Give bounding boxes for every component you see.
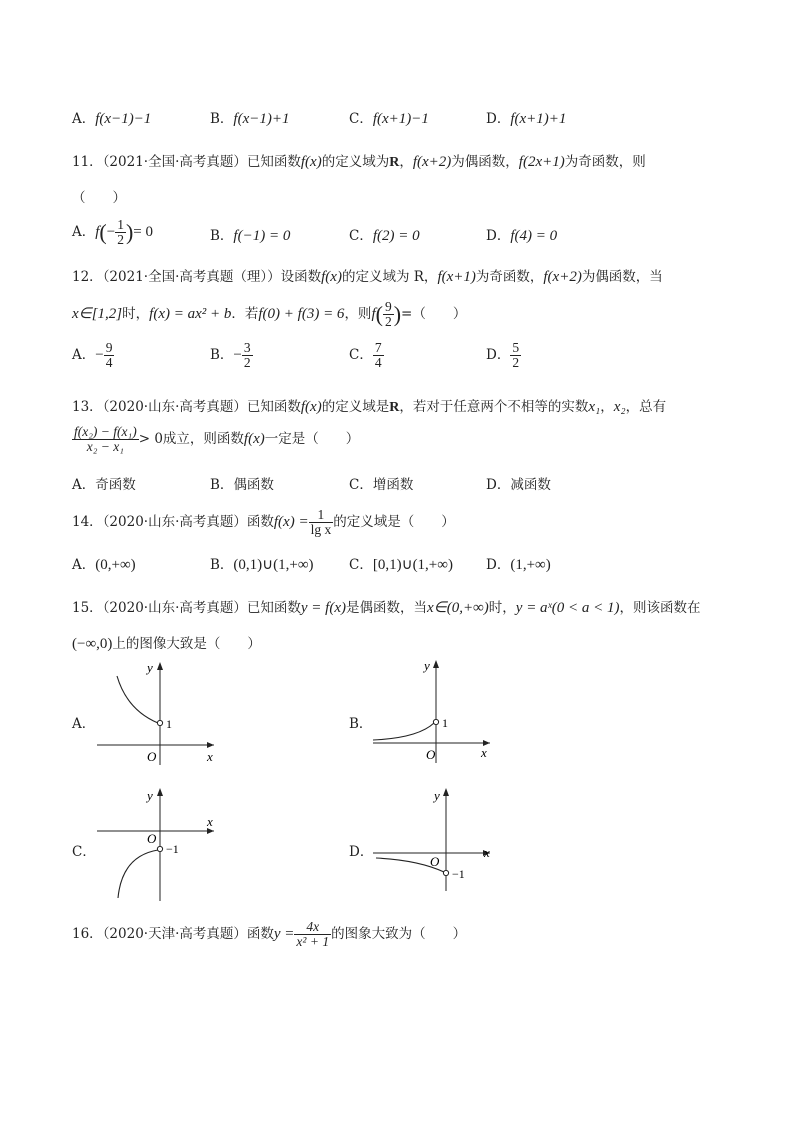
q15-graph-b[interactable] xyxy=(368,658,498,768)
q15-graph-d[interactable] xyxy=(368,786,498,896)
origin-label: O xyxy=(147,831,157,846)
x-axis-label: x xyxy=(207,749,213,764)
stem-text: 的定义域为 R， xyxy=(341,269,438,285)
stem-math: f(x) xyxy=(300,154,322,170)
stem-text: 函数 xyxy=(246,926,274,943)
fraction-numerator: 9 xyxy=(384,299,392,314)
fraction xyxy=(72,425,139,454)
question-source: （2020·天津·高考真题） xyxy=(102,926,247,943)
stem-math: x∈[1,2] xyxy=(72,306,123,323)
paren-close: ) xyxy=(125,219,134,245)
origin-label: O xyxy=(430,854,440,869)
paren-close: ) xyxy=(393,301,402,327)
stem-math: f xyxy=(371,306,376,323)
q12-option-d[interactable] xyxy=(486,341,521,370)
option-label: C． xyxy=(349,557,373,573)
stem-math: y = aˣ(0 < a < 1) xyxy=(515,600,620,616)
q14-option-c[interactable] xyxy=(349,553,453,574)
stem-math: R xyxy=(389,400,400,415)
q12-stem-line2 xyxy=(72,300,466,329)
question-number: 11． xyxy=(72,154,103,170)
y-axis-label: y xyxy=(424,658,430,673)
option-label: C． xyxy=(349,347,373,364)
option-label: A． xyxy=(72,111,96,127)
fraction xyxy=(242,341,253,370)
q12-option-c[interactable] xyxy=(349,341,384,370)
q11-option-b[interactable] xyxy=(210,224,290,245)
open-point xyxy=(433,719,438,724)
option-label: B． xyxy=(210,228,234,244)
option-expr: (1,+∞) xyxy=(510,557,551,573)
q11-stem xyxy=(72,150,646,171)
option-label: B． xyxy=(210,557,234,573)
stem-text: ， xyxy=(399,154,413,170)
stem-text: =（ ） xyxy=(401,306,467,323)
stem-text: ，则 xyxy=(344,306,372,323)
stem-text: ， xyxy=(600,399,614,415)
stem-text: 设函数 xyxy=(280,269,322,285)
fraction-numerator: 7 xyxy=(374,340,382,355)
option-label: D． xyxy=(486,228,511,244)
q13-option-a[interactable] xyxy=(72,473,136,493)
option-expr: f(2) = 0 xyxy=(372,228,420,244)
stem-text: 的定义域是（ ） xyxy=(333,514,455,531)
fraction xyxy=(104,341,115,370)
option-label: A． xyxy=(72,557,96,573)
fraction-denominator: 4 xyxy=(105,355,113,371)
stem-math: f(x) xyxy=(321,269,342,285)
option-math: = 0 xyxy=(133,224,154,241)
origin-label: O xyxy=(426,747,436,762)
option-label: D． xyxy=(486,557,511,573)
stem-text: 时， xyxy=(122,306,150,323)
fraction-denominator: 4 xyxy=(374,355,382,371)
question-number: 16． xyxy=(72,926,103,943)
stem-text: 时， xyxy=(488,600,516,616)
question-number: 13． xyxy=(72,399,103,415)
q15-graph-c[interactable] xyxy=(92,786,222,906)
fraction-numerator: 1 xyxy=(117,217,124,232)
fraction-denominator: lg x xyxy=(310,522,332,538)
q13-stem-line2 xyxy=(72,425,359,454)
option-label: D． xyxy=(486,477,511,493)
y-axis-label: y xyxy=(147,660,153,675)
option-label: A． xyxy=(72,477,96,493)
fraction-denominator: 2 xyxy=(384,314,392,330)
option-label: B． xyxy=(210,477,234,493)
fraction-numerator: 5 xyxy=(512,340,520,355)
paren-open: ( xyxy=(375,301,383,327)
option-sign: − xyxy=(233,347,242,364)
question-number: 15． xyxy=(72,600,103,616)
open-point xyxy=(157,846,162,851)
y-axis-label: y xyxy=(434,788,440,803)
fraction xyxy=(383,300,394,329)
option-expr: 偶函数 xyxy=(233,477,274,493)
stem-text: ，总有 xyxy=(625,399,667,415)
fraction xyxy=(373,341,384,370)
option-label: B． xyxy=(210,111,234,127)
fraction-denominator: x₂ − x₁ xyxy=(86,439,124,455)
option-label: C． xyxy=(349,477,373,493)
stem-text: ，若对于任意两个不相等的实数 xyxy=(399,399,589,415)
question-source: （2021·全国·高考真题（理）） xyxy=(102,269,281,285)
point-label: 1 xyxy=(442,716,448,730)
function-curve xyxy=(118,850,158,898)
stem-text: 已知函数 xyxy=(246,399,301,415)
x-axis-arrow xyxy=(207,742,214,748)
option-label: C． xyxy=(349,228,373,244)
fraction-numerator: 3 xyxy=(243,340,251,355)
q10-option-c[interactable] xyxy=(349,107,429,128)
stem-text: ，则该函数在 xyxy=(619,600,701,616)
option-sign: − xyxy=(95,347,104,364)
option-label: D． xyxy=(486,347,511,364)
stem-math: y = xyxy=(273,926,295,943)
function-curve xyxy=(117,676,158,723)
point-label: −1 xyxy=(452,867,465,881)
q11-option-a[interactable] xyxy=(72,218,153,247)
q13-stem xyxy=(72,395,666,416)
q15-graph-b-label[interactable]: B． xyxy=(349,716,373,732)
q15-graph-a[interactable] xyxy=(92,660,222,770)
q10-option-a[interactable] xyxy=(72,107,151,128)
q15-stem xyxy=(72,596,701,617)
option-expr: (0,1)∪(1,+∞) xyxy=(233,557,314,573)
stem-text: 为偶函数，当 xyxy=(581,269,663,285)
option-expr: 减函数 xyxy=(510,477,551,493)
question-number: 14． xyxy=(72,514,103,531)
option-expr: f(4) = 0 xyxy=(510,228,558,244)
stem-text: 是偶函数，当 xyxy=(346,600,427,616)
question-source: （2020·山东·高考真题） xyxy=(102,399,247,415)
origin-label: O xyxy=(147,749,157,764)
x-axis-label: x xyxy=(484,845,490,860)
fraction-numerator: 9 xyxy=(105,340,113,355)
x-axis-label: x xyxy=(207,814,213,829)
option-expr: [0,1)∪(1,+∞) xyxy=(372,557,453,573)
q16-stem xyxy=(72,920,466,949)
fraction-denominator: x² + 1 xyxy=(296,934,330,950)
q13-option-b[interactable] xyxy=(210,473,274,493)
q12-option-b[interactable] xyxy=(210,341,253,370)
stem-math: f(x+2) xyxy=(543,269,582,285)
option-label: A． xyxy=(72,347,96,364)
stem-math: (−∞,0) xyxy=(72,636,113,652)
stem-text: 函数 xyxy=(246,514,274,531)
option-expr: f(x−1)−1 xyxy=(95,111,152,127)
point-label: 1 xyxy=(166,717,172,731)
stem-text: ．若 xyxy=(231,306,259,323)
q14-stem xyxy=(72,508,455,537)
fraction xyxy=(294,920,331,949)
q10-option-b[interactable] xyxy=(210,107,289,128)
y-axis-arrow xyxy=(157,788,163,796)
function-curve xyxy=(373,723,434,740)
minus-sign: − xyxy=(106,224,116,241)
stem-text: > 0成立，则函数 xyxy=(138,431,244,448)
fraction-denominator: 2 xyxy=(243,355,251,371)
q14-option-b[interactable] xyxy=(210,553,314,574)
fraction xyxy=(510,341,521,370)
q12-stem xyxy=(72,265,663,286)
question-number: 12． xyxy=(72,269,103,285)
stem-text: 为偶函数， xyxy=(451,154,519,170)
open-point xyxy=(443,870,448,875)
stem-math: f(x+2) xyxy=(412,154,452,170)
q11-option-c[interactable] xyxy=(349,224,420,245)
stem-math: f(x) = xyxy=(273,514,309,531)
x-axis-label: x xyxy=(481,745,487,760)
stem-text: 的定义域是 xyxy=(321,399,390,415)
stem-text: 一定是（ ） xyxy=(264,431,360,448)
stem-math: f(x) xyxy=(243,431,265,448)
stem-text: 的定义域为 xyxy=(321,154,390,170)
q15-graph-c-label[interactable]: C． xyxy=(72,844,96,860)
paren-open: ( xyxy=(99,219,107,245)
q13-option-d[interactable] xyxy=(486,473,551,493)
q15-stem-line2 xyxy=(72,632,261,653)
option-expr: f(x+1)−1 xyxy=(372,111,429,127)
stem-math: f(0) + f(3) = 6 xyxy=(258,306,345,323)
stem-text: 的图象大致为（ ） xyxy=(331,926,467,943)
stem-math: x₂ xyxy=(613,399,626,415)
q15-graph-d-label[interactable]: D． xyxy=(349,844,374,860)
stem-math: R xyxy=(389,155,400,170)
option-expr: 增函数 xyxy=(372,477,414,493)
stem-math: f(x) xyxy=(300,399,322,415)
stem-math: y = f(x) xyxy=(300,600,346,616)
stem-text: 已知函数 xyxy=(246,600,301,616)
stem-math: f(x) = ax² + b xyxy=(149,306,232,323)
stem-text: 上的图像大致是（ ） xyxy=(112,636,261,652)
fraction-numerator: f(x₂) − f(x₁) xyxy=(74,424,137,439)
stem-math: x∈(0,+∞) xyxy=(427,600,489,616)
y-axis-arrow xyxy=(433,660,439,668)
question-source: （2020·山东·高考真题） xyxy=(102,514,247,531)
fraction xyxy=(309,508,334,537)
y-axis-arrow xyxy=(443,788,449,796)
y-axis-label: y xyxy=(147,788,153,803)
open-point xyxy=(157,720,162,725)
q14-option-a[interactable] xyxy=(72,553,136,574)
question-source: （2020·山东·高考真题） xyxy=(102,600,247,616)
question-source: （2021·全国·高考真题） xyxy=(102,154,247,170)
stem-text: 已知函数 xyxy=(246,154,301,170)
option-label: A． xyxy=(72,224,96,241)
option-expr: f(x+1)+1 xyxy=(510,111,567,127)
option-label: D． xyxy=(486,111,511,127)
q12-option-a[interactable] xyxy=(72,341,114,370)
q15-graph-a-label[interactable]: A． xyxy=(72,716,96,732)
q11-blank: （ ） xyxy=(72,190,126,206)
option-expr: f(−1) = 0 xyxy=(233,228,291,244)
point-label: −1 xyxy=(166,842,179,856)
fraction-denominator: 2 xyxy=(117,232,124,248)
fraction-numerator: 4x xyxy=(294,920,331,935)
y-axis-arrow xyxy=(157,662,163,670)
fraction-denominator: 2 xyxy=(512,355,520,371)
q11-option-d[interactable] xyxy=(486,224,557,245)
option-expr: 奇函数 xyxy=(95,477,136,493)
stem-math: x₁ xyxy=(588,399,601,415)
stem-text: 为奇函数， xyxy=(475,269,544,285)
q14-option-d[interactable] xyxy=(486,553,551,574)
option-expr: f(x−1)+1 xyxy=(233,111,290,127)
fraction-numerator: 1 xyxy=(309,508,334,523)
stem-math: f(x+1) xyxy=(437,269,476,285)
q13-option-c[interactable] xyxy=(349,473,413,493)
q10-option-d[interactable] xyxy=(486,107,566,128)
option-label: C． xyxy=(349,111,373,127)
stem-math: f(2x+1) xyxy=(518,154,565,170)
option-math: f xyxy=(95,224,100,241)
option-expr: (0,+∞) xyxy=(95,557,136,573)
option-label: B． xyxy=(210,347,234,364)
stem-text: 为奇函数，则 xyxy=(564,154,646,170)
fraction xyxy=(115,218,126,247)
